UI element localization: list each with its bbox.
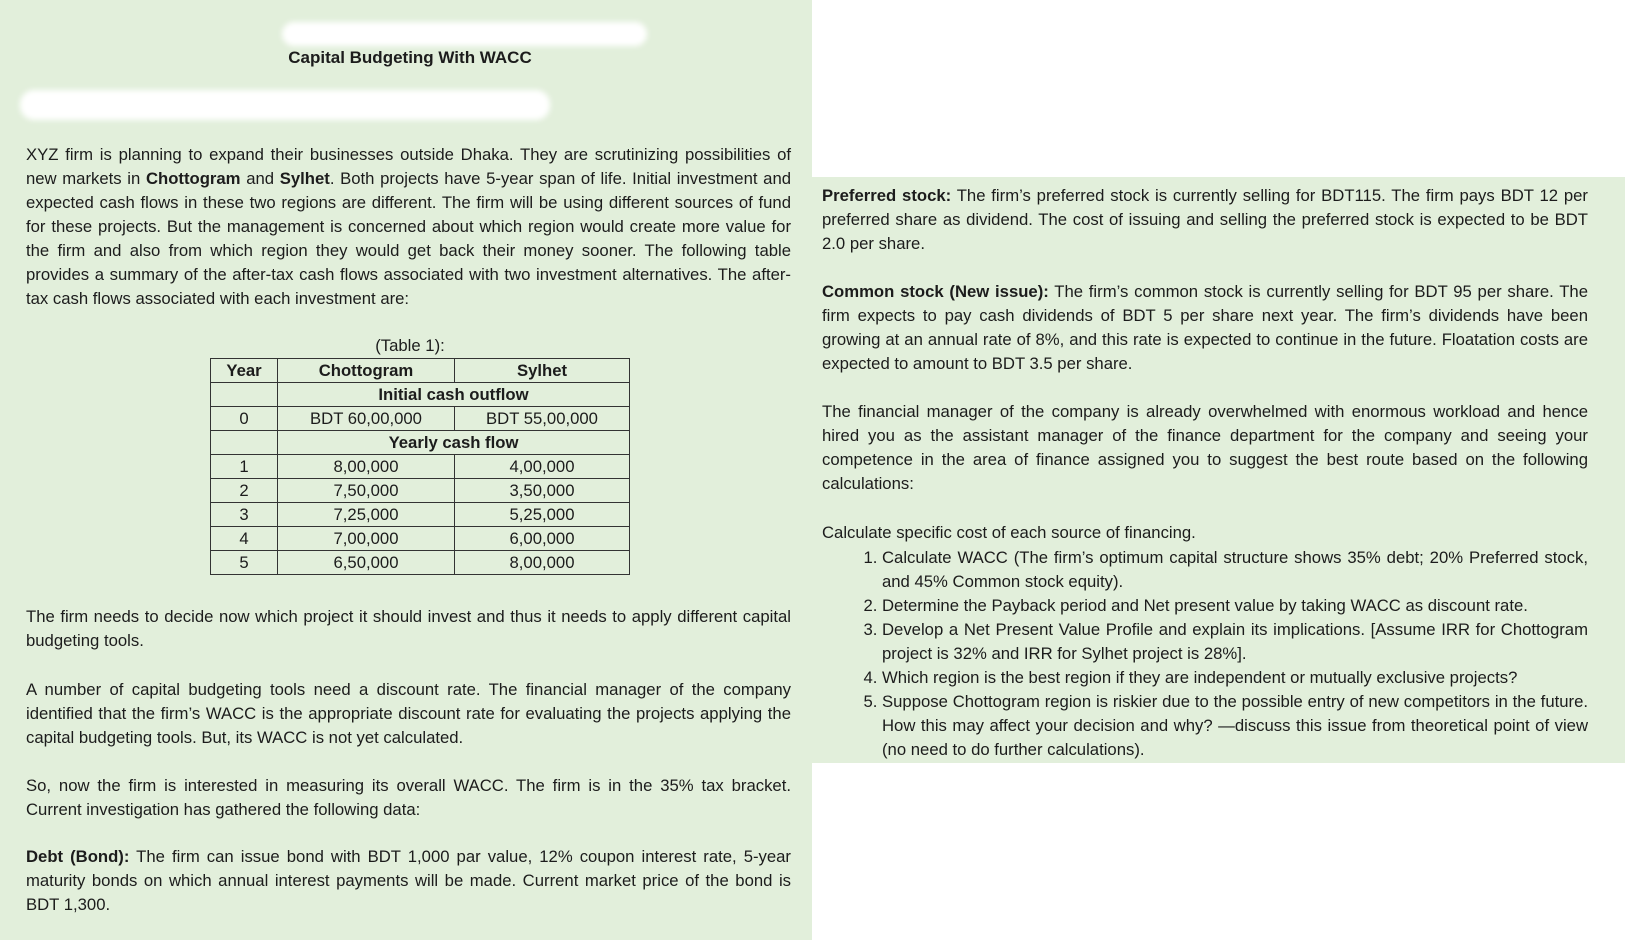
region-chottogram: Chottogram bbox=[145, 169, 241, 188]
common-stock-label: Common stock (New issue): bbox=[822, 282, 1049, 301]
debt-paragraph: Debt (Bond): The firm can issue bond with BDT 1,000 par value, 12% coupon interest rate, 5-year maturity bonds on which annual interest payments will be made. Current market price of the bond is BDT 1,300. bbox=[26, 847, 791, 914]
list-item: 1. Calculate WACC (The firm’s optimum capital structure shows 35% debt; 20% Preferred stock, and 45% Common stock equity). bbox=[882, 546, 1588, 594]
wacc-measure-paragraph: So, now the firm is interested in measuring its overall WACC. The firm is in the 35% tax bracket. Current investigation has gathered the following data: bbox=[26, 776, 791, 819]
preferred-stock-label: Preferred stock: bbox=[822, 186, 952, 205]
region-sylhet: Sylhet bbox=[279, 169, 330, 188]
tasks-intro: Calculate specific cost of each source of financing. bbox=[822, 523, 1196, 542]
debt-label: Debt (Bond): bbox=[26, 847, 130, 866]
yearly-label-row bbox=[211, 431, 630, 455]
preferred-stock-paragraph: Preferred stock: The firm’s preferred stock is currently selling for BDT115. The firm pays BDT 12 per preferred share as dividend. The cost of issuing and selling the preferred stock is expected to be BDT 2.0 per share. bbox=[822, 186, 1588, 253]
table-header-row bbox=[211, 359, 630, 383]
redacted-header-blur bbox=[282, 22, 647, 46]
table-row: 5 6,50,000 8,00,000 bbox=[211, 551, 630, 575]
header-year: Year bbox=[211, 359, 278, 383]
list-item: 2. Determine the Payback period and Net present value by taking WACC as discount rate. bbox=[882, 594, 1588, 618]
document-title: Capital Budgeting With WACC bbox=[288, 48, 532, 67]
discount-rate-paragraph: A number of capital budgeting tools need a discount rate. The financial manager of the company identified that the firm’s WACC is the appropriate discount rate for evaluating the projects applying the capital budgeting tools. But, its WACC is not yet calculated. bbox=[26, 680, 791, 747]
table-row: 4 7,00,000 6,00,000 bbox=[211, 527, 630, 551]
list-item: 5. Suppose Chottogram region is riskier due to the possible entry of new competitors in the future. How this may affect your decision and why? —discuss this issue from theoretical point of view (no need to do further calculations). bbox=[882, 690, 1588, 762]
initial-cash-outflow-label: Initial cash outflow bbox=[278, 383, 630, 407]
table-caption: (Table 1): bbox=[375, 336, 445, 355]
yearly-cash-flow-label: Yearly cash flow bbox=[278, 431, 630, 455]
header-sylhet: Sylhet bbox=[455, 359, 630, 383]
redacted-subtitle-blur bbox=[20, 90, 550, 120]
header-chottogram: Chottogram bbox=[278, 359, 455, 383]
cash-flow-table bbox=[210, 358, 630, 575]
table-row: 1 8,00,000 4,00,000 bbox=[211, 455, 630, 479]
manager-paragraph: The financial manager of the company is already overwhelmed with enormous workload and hence hired you as the assistant manager of the finance department for the company and seeing your competence in the area of finance assigned you to suggest the best route based on the following calculations: bbox=[822, 402, 1588, 493]
list-item: 4. Which region is the best region if they are independent or mutually exclusive projects? bbox=[882, 666, 1588, 690]
table-row: 0 BDT 60,00,000 BDT 55,00,000 bbox=[211, 407, 630, 431]
list-item: 3. Develop a Net Present Value Profile and explain its implications. [Assume IRR for Chottogram project is 32% and IRR for Sylhet project is 28%]. bbox=[882, 618, 1588, 666]
table-row: 3 7,25,000 5,25,000 bbox=[211, 503, 630, 527]
initial-label-row bbox=[211, 383, 630, 407]
task-list bbox=[822, 546, 1588, 762]
common-stock-paragraph: Common stock (New issue): The firm’s common stock is currently selling for BDT 95 per share. The firm expects to pay cash dividends of BDT 5 per share next year. The firm’s dividends have been growing at an annual rate of 8%, and this rate is expected to continue in the future. Floatation costs are expected to amount to BDT 3.5 per share. bbox=[822, 282, 1588, 373]
decide-paragraph: The firm needs to decide now which project it should invest and thus it needs to apply different capital budgeting tools. bbox=[26, 607, 791, 650]
table-row: 2 7,50,000 3,50,000 bbox=[211, 479, 630, 503]
intro-paragraph: XYZ firm is planning to expand their businesses outside Dhaka. They are scrutinizing possibilities of new markets in Chottogram and Sylhet. Both projects have 5-year span of life. Initial investment and expected cash flows in these two regions are different. The firm will be using different sources of fund for these projects. But the management is concerned about which region would create more value for the firm and also from which region they would get back their money sooner. The following table provides a summary of the after-tax cash flows associated with two investment alternatives. The after-tax cash flows associated with each investment are: bbox=[26, 145, 791, 308]
